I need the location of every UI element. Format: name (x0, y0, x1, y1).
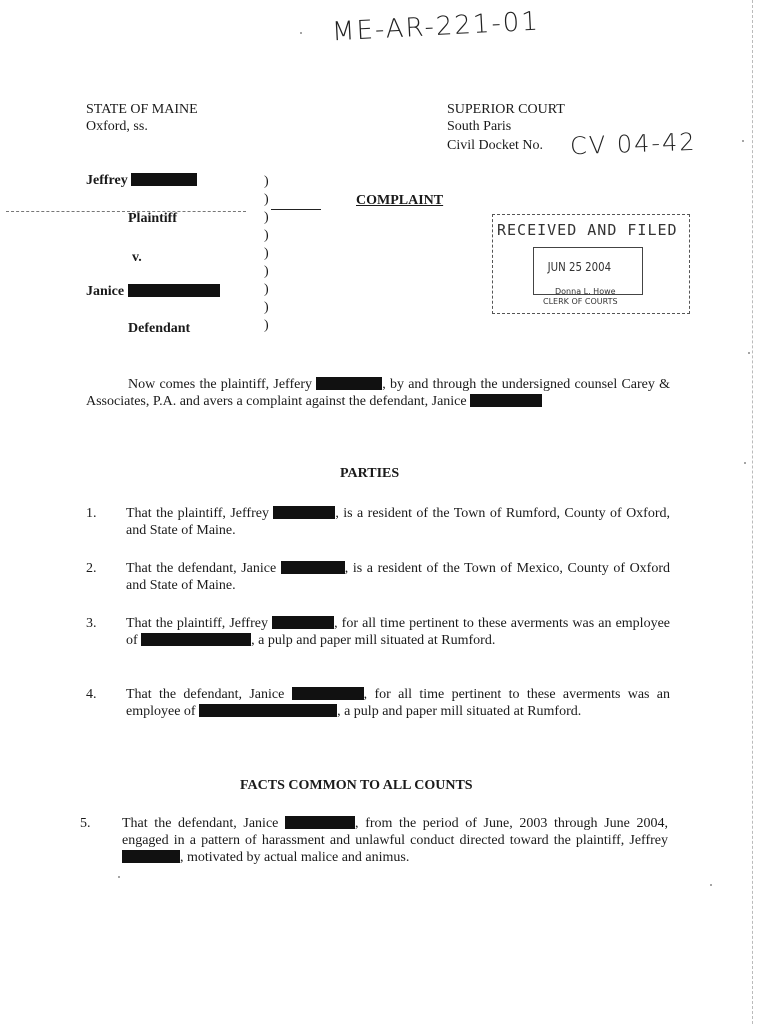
paragraph-text: That the plaintiff, Jeffrey (126, 506, 269, 521)
facts-heading: FACTS COMMON TO ALL COUNTS (240, 778, 473, 793)
caption-rule (271, 209, 321, 210)
stamp-clerk-office: CLERK OF COURTS (543, 297, 618, 306)
scan-artifact-line (6, 211, 246, 212)
plaintiff-first-name: Jeffrey (86, 173, 128, 188)
paragraph-text: , is a resident of the Town of Rumford, County of Oxford, and State of Maine. (126, 506, 671, 538)
redaction-bar (199, 704, 337, 717)
paragraph-text: , a pulp and paper mill situated at Rumford. (337, 704, 582, 719)
plaintiff-role: Plaintiff (128, 211, 177, 226)
paragraph-text: That the defendant, Janice (126, 687, 285, 702)
plaintiff-name (86, 173, 197, 189)
county-heading: Oxford, ss. (86, 119, 148, 134)
paragraph-number: 1. (86, 506, 97, 521)
redaction-bar (292, 687, 364, 700)
scan-speck (710, 884, 712, 886)
docket-label: Civil Docket No. (447, 138, 544, 153)
redaction-bar (285, 816, 355, 829)
versus: v. (132, 250, 142, 265)
redaction-bar (281, 561, 345, 574)
paragraph-3 (126, 615, 670, 649)
intro-part1: Now comes the plaintiff, Jeffery (128, 377, 312, 392)
paragraph-5 (122, 815, 668, 866)
scan-edge-line (752, 0, 753, 1024)
scan-speck (118, 876, 120, 878)
paragraph-text: , motivated by actual malice and animus. (180, 850, 410, 865)
redaction-bar (273, 506, 335, 519)
court-heading: SUPERIOR COURT (447, 102, 565, 117)
defendant-name (86, 284, 220, 300)
court-location: South Paris (447, 119, 512, 134)
scan-speck (300, 32, 302, 34)
paragraph-4 (126, 686, 670, 720)
redaction-bar (141, 633, 251, 646)
redaction-bar (272, 616, 334, 629)
redaction-bar (131, 173, 197, 186)
paragraph-number: 5. (80, 816, 91, 831)
defendant-first-name: Janice (86, 284, 125, 299)
redaction-bar (316, 377, 382, 390)
paragraph-number: 2. (86, 561, 97, 576)
received-filed-stamp (492, 214, 690, 314)
parties-heading: PARTIES (340, 466, 400, 481)
stamp-clerk-name: Donna L. Howe (555, 287, 616, 296)
paragraph-text: That the defendant, Janice (122, 816, 279, 831)
paragraph-2 (126, 560, 670, 594)
stamp-title: RECEIVED AND FILED (497, 221, 678, 239)
paragraph-number: 3. (86, 616, 97, 631)
scan-speck (744, 462, 746, 464)
paragraph-number: 4. (86, 687, 97, 702)
redaction-bar (122, 850, 180, 863)
intro-part2: , by and through the undersigned counsel Carey & Associates, P.A. and avers a complaint against the defendant, Janice (86, 377, 671, 409)
handwritten-docket-number: CV 04-42 (569, 127, 697, 161)
scan-speck (748, 352, 750, 354)
paragraph-text: That the defendant, Janice (126, 561, 277, 576)
paragraph-text: , from the period of June, 2003 through June 2004, engaged in a pattern of harassment and unlawful conduct directed toward the plaintiff, Jeffrey (122, 816, 669, 848)
stamp-date: JUN 25 2004 (547, 260, 612, 274)
paragraph-text: , is a resident of the Town of Mexico, County of Oxford and State of Maine. (126, 561, 671, 593)
redaction-bar (128, 284, 220, 297)
defendant-role: Defendant (128, 321, 191, 336)
intro-paragraph (86, 376, 670, 410)
redaction-bar (470, 394, 542, 407)
paragraph-text: , for all time pertinent to these averments was an employee of (126, 616, 671, 648)
paragraph-text: That the plaintiff, Jeffrey (126, 616, 268, 631)
complaint-title: COMPLAINT (356, 193, 444, 208)
scan-speck (742, 140, 744, 142)
state-heading: STATE OF MAINE (86, 102, 198, 117)
paragraph-text: , a pulp and paper mill situated at Rumford. (251, 633, 496, 648)
paragraph-text: , for all time pertinent to these averments was an employee of (126, 687, 671, 719)
paragraph-1 (126, 505, 670, 539)
handwritten-docket-code: ME-AR-221-01 (331, 6, 541, 48)
